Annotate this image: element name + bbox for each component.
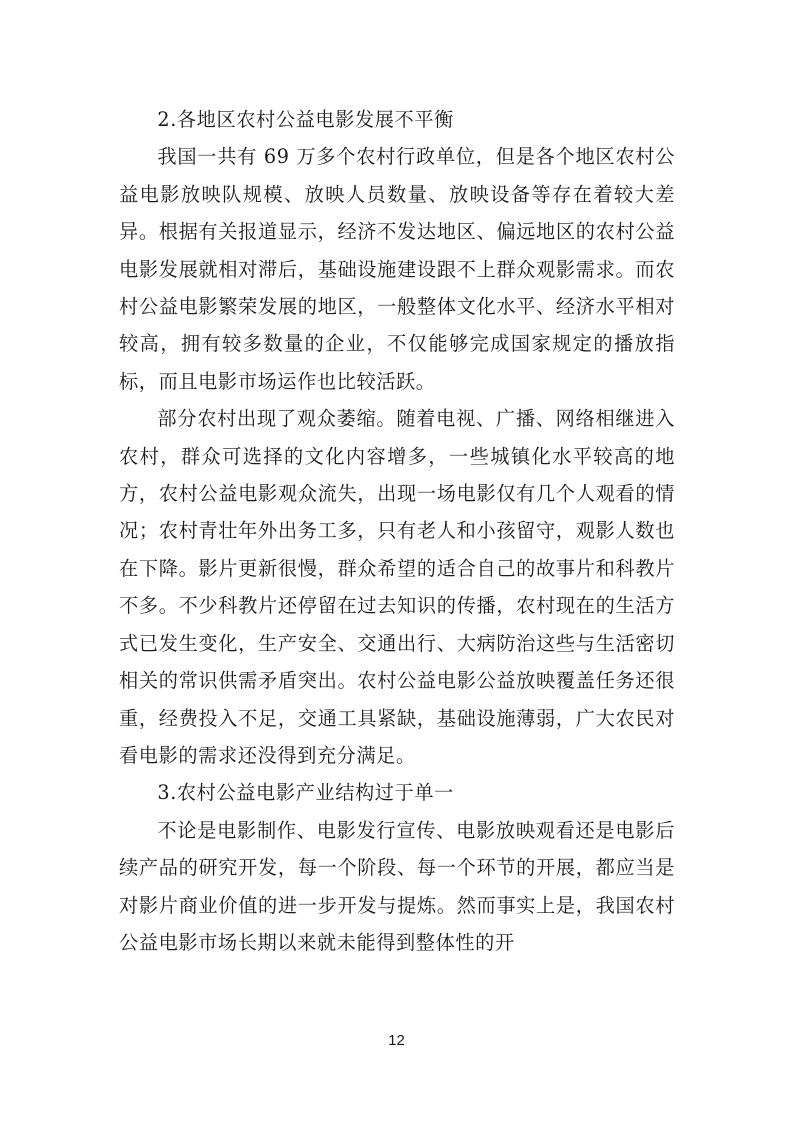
- paragraph-2: 部分农村出现了观众萎缩。随着电视、广播、网络相继进入农村，群众可选择的文化内容增多，一些城镇化水平较高的地方，农村公益电影观众流失，出现一场电影仅有几个人观看的情况；农村青壮年外出务工多，只有老人和小孩留守，观影人数也在下降。影片更新很慢，群众希望的适合自己的故事片和科教片不多。不少科教片还停留在过去知识的传播，农村现在的生活方式已发生变化，生产安全、交通出行、大病防治这些与生活密切相关的常识供需矛盾突出。农村公益电影公益放映覆盖任务还很重，经费投入不足，交通工具紧缺，基础设施薄弱，广大农民对看电影的需求还没得到充分满足。: [119, 407, 675, 767]
- paragraph-3: 不论是电影制作、电影发行宣传、电影放映观看还是电影后续产品的研究开发，每一个阶段、每一个环节的开展，都应当是对影片商业价值的进一步开发与提炼。然而事实上是，我国农村公益电影市场长期以来就未能得到整体性的开: [119, 818, 675, 954]
- section-heading-2: 2.各地区农村公益电影发展不平衡: [157, 108, 454, 131]
- page-number: 12: [388, 1032, 405, 1049]
- section-heading-3: 3.农村公益电影产业结构过于单一: [157, 781, 454, 805]
- paragraph-1: 我国一共有 69 万多个农村行政单位，但是各个地区农村公益电影放映队规模、放映人员数量、放映设备等存在着较大差异。根据有关报道显示，经济不发达地区、偏远地区的农村公益电影发展就相对滞后，基础设施建设跟不上群众观影需求。而农村公益电影繁荣发展的地区，一般整体文化水平、经济水平相对较高，拥有较多数量的企业，不仅能够完成国家规定的播放指标，而且电影市场运作也比较活跃。: [119, 145, 675, 393]
- page-content: [119, 101, 675, 961]
